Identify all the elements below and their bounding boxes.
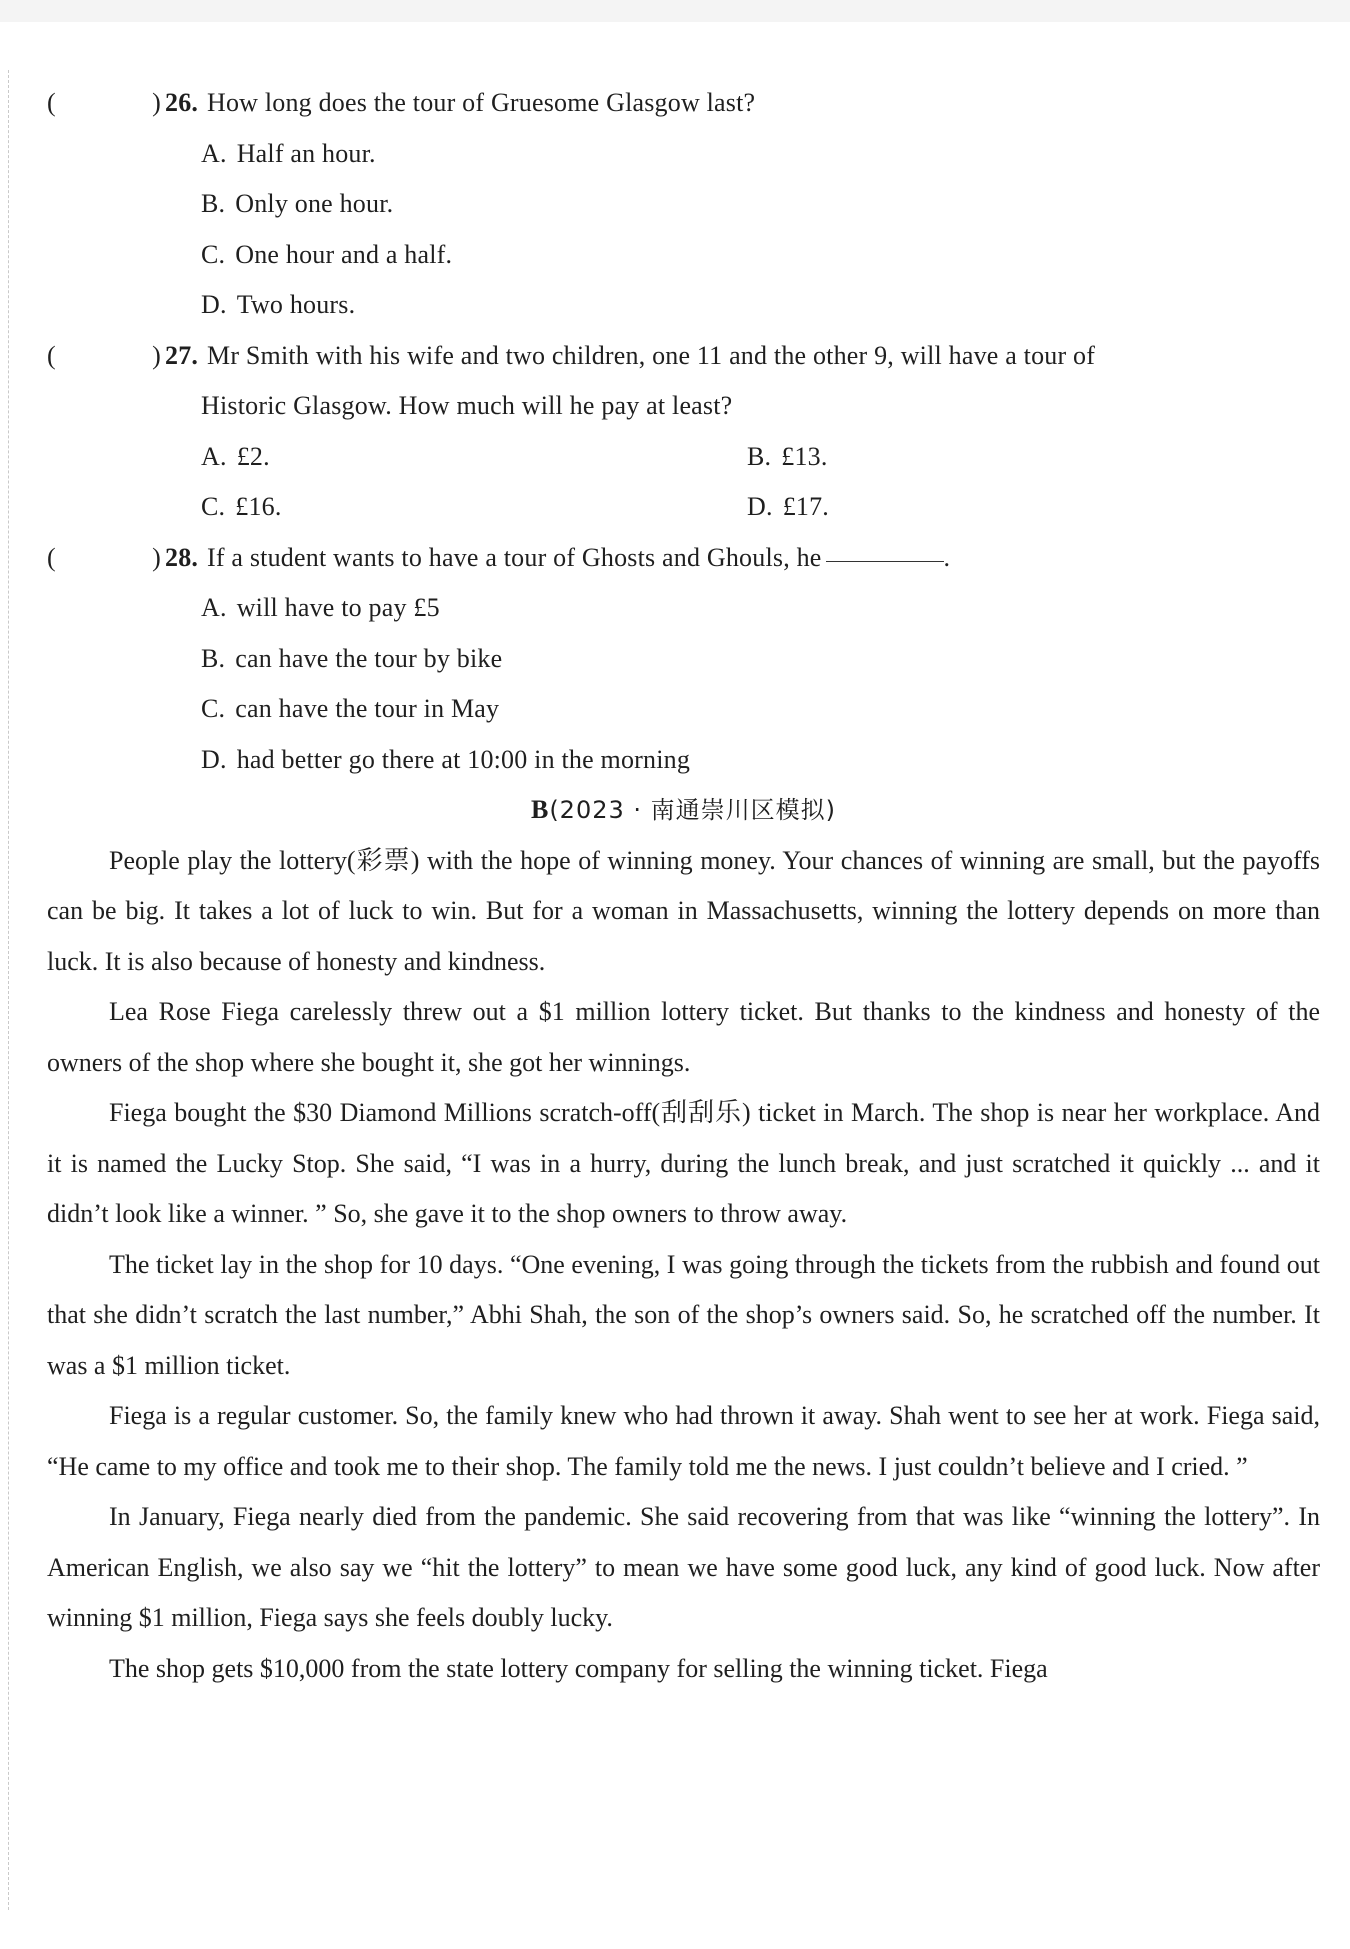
option-text: Half an hour.: [236, 138, 376, 168]
passage-paragraph: In January, Fiega nearly died from the pandemic. She said recovering from that was like “winning the lottery”. In American English, we also say we “hit the lottery” to mean we have some good luck, any kind of good luck. Now after winning $1 million, Fiega says she feels doubly lucky.: [47, 1502, 1320, 1632]
option-grid: [47, 432, 1320, 533]
passage-paragraph: The shop gets $10,000 from the state lottery company for selling the winning ticket. Fiega: [109, 1653, 1048, 1683]
option-c: [201, 482, 747, 533]
option-text: Two hours.: [236, 290, 356, 319]
option-letter: B.: [201, 643, 226, 673]
option-d: [47, 735, 1320, 786]
option-letter: B.: [201, 189, 226, 218]
option-text: had better go there at 10:00 in the morning: [236, 744, 691, 774]
question-28: [47, 533, 1320, 786]
option-text: can have the tour by bike: [235, 643, 503, 673]
option-letter: D.: [747, 492, 773, 521]
option-text: One hour and a half.: [235, 239, 453, 269]
reading-passage: [47, 836, 1320, 1695]
question-stem: How long does the tour of Gruesome Glasgow last?: [207, 88, 756, 117]
question-stem: Mr Smith with his wife and two children, one 11 and the other 9, will have a tour of: [207, 340, 1096, 370]
question-number: 26.: [165, 88, 199, 117]
answer-bracket-close: ): [152, 542, 161, 572]
option-b: [747, 432, 1320, 483]
option-d: [747, 482, 1320, 533]
option-text: £17.: [782, 492, 829, 521]
passage-paragraph: Fiega bought the $30 Diamond Millions scratch-off(刮刮乐) ticket in March. The shop is near her workplace. And it is named the Lucky Stop. She said, “I was in a hurry, during the lunch break, and just scratched it quickly ... and it didn’t look like a winner. ” So, she gave it to the shop owners to throw away.: [47, 1098, 1320, 1228]
option-letter: D.: [201, 744, 227, 774]
option-a: [201, 432, 747, 483]
option-letter: A.: [201, 441, 227, 471]
question-26: [47, 78, 1320, 331]
answer-bracket-close: ): [152, 88, 161, 117]
option-letter: C.: [201, 492, 226, 521]
option-text: can have the tour in May: [235, 694, 500, 723]
question-28-stem-row: [47, 533, 1320, 584]
answer-bracket-open: (: [47, 340, 56, 370]
passage-paragraph: Fiega is a regular customer. So, the family knew who had thrown it away. Shah went to see her at work. Fiega said, “He came to my office and took me to their shop. The family told me the news. I just couldn’t believe and I cried. ”: [47, 1401, 1320, 1481]
option-letter: C.: [201, 239, 226, 269]
option-b: [47, 634, 1320, 685]
option-d: [47, 280, 1320, 331]
answer-bracket[interactable]: [47, 533, 165, 584]
option-c: [47, 684, 1320, 735]
option-a: [47, 583, 1320, 634]
top-shadow: [0, 0, 1350, 22]
option-text: £13.: [781, 441, 828, 471]
question-stem-text: If a student wants to have a tour of Ghosts and Ghouls, he: [207, 542, 822, 572]
option-c: [47, 230, 1320, 281]
option-text: will have to pay £5: [236, 593, 440, 622]
question-stem-continued: Historic Glasgow. How much will he pay at least?: [201, 391, 733, 420]
option-text: £2.: [236, 441, 270, 471]
option-letter: D.: [201, 290, 227, 319]
passage-paragraph: People play the lottery(彩票) with the hope of winning money. Your chances of winning are small, but the payoffs can be big. It takes a lot of luck to win. But for a woman in Massachusetts, winning the lottery depends on more than luck. It is also because of honesty and kindness.: [47, 845, 1320, 976]
binding-margin-line: [8, 70, 9, 1910]
question-number: 28.: [165, 542, 199, 572]
option-letter: B.: [747, 441, 772, 471]
question-stem: [207, 533, 1320, 584]
option-text: £16.: [235, 492, 282, 521]
option-b: [47, 179, 1320, 230]
option-a: [47, 129, 1320, 180]
answer-bracket[interactable]: [47, 78, 165, 129]
question-number: 27.: [165, 340, 199, 370]
answer-bracket-open: (: [47, 542, 56, 572]
question-27: [47, 331, 1320, 533]
worksheet-content: [47, 78, 1320, 1694]
answer-bracket-close: ): [152, 340, 161, 370]
option-letter: C.: [201, 694, 226, 723]
option-text: Only one hour.: [235, 189, 394, 218]
answer-bracket[interactable]: [47, 331, 165, 382]
option-letter: A.: [201, 593, 227, 622]
option-letter: A.: [201, 138, 227, 168]
question-stem-end: .: [943, 542, 951, 572]
passage-paragraph: Lea Rose Fiega carelessly threw out a $1 million lottery ticket. But thanks to the kindness and honesty of the owners of the shop where she bought it, she got her winnings.: [47, 997, 1320, 1077]
section-source: (2023 · 南通崇川区模拟): [549, 796, 837, 824]
section-letter: B: [530, 795, 550, 824]
section-heading: [47, 785, 1320, 836]
passage-paragraph: The ticket lay in the shop for 10 days. “One evening, I was going through the tickets from the rubbish and found out that she didn’t scratch the last number,” Abhi Shah, the son of the shop’s owners said. So, he scratched off the number. It was a $1 million ticket.: [47, 1249, 1320, 1380]
fill-blank[interactable]: [826, 560, 944, 562]
question-26-stem-row: [47, 78, 1320, 129]
answer-bracket-open: (: [47, 88, 56, 117]
question-27-stem-row: [47, 331, 1320, 382]
